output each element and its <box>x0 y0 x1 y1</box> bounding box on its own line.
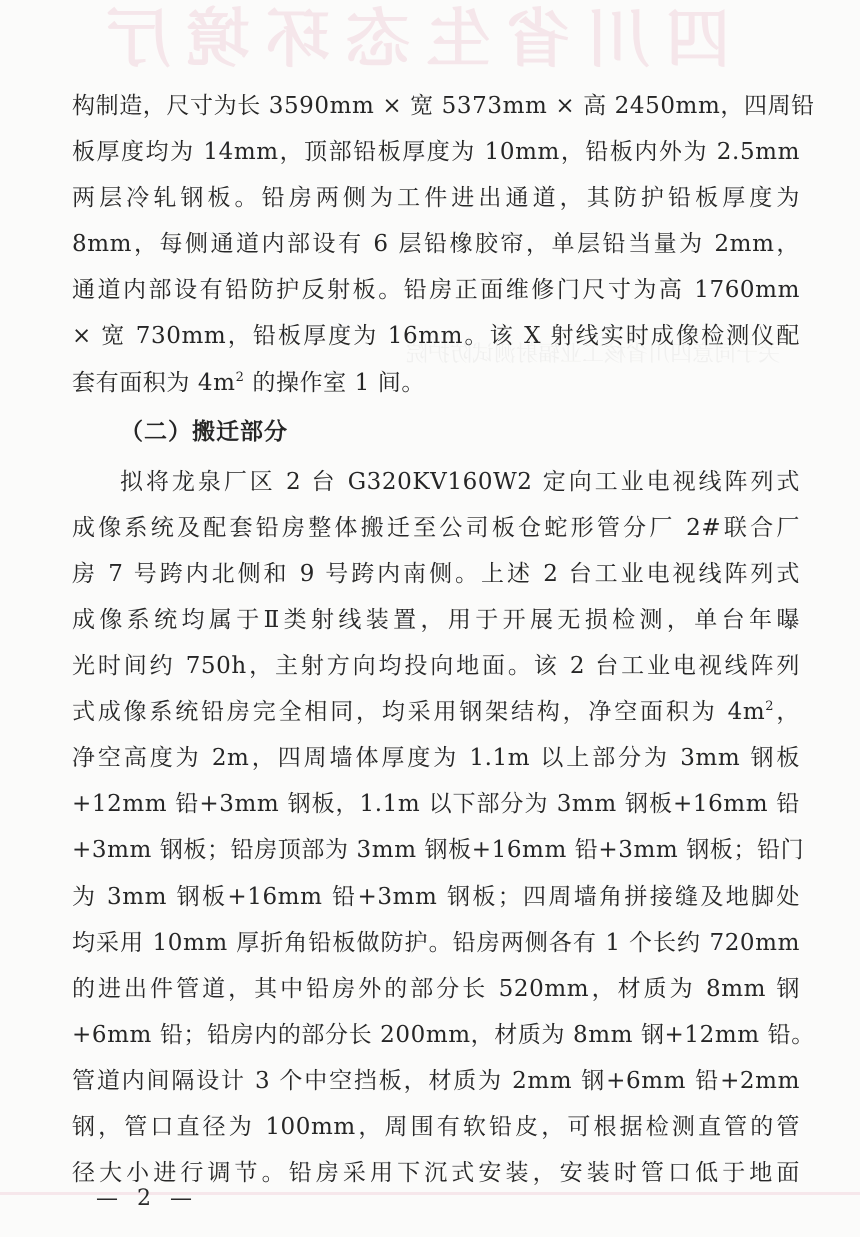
text-line: 拟将龙泉厂区 2 台 G320KV160W2 定向工业电视线阵列式 <box>120 468 800 495</box>
text-line: 钢，管口直径为 100mm，周围有软铅皮，可根据检测直管的管 <box>72 1113 800 1140</box>
text-fragment: ， <box>774 699 800 726</box>
text-line <box>72 360 800 406</box>
section-2-heading: （二）搬迁部分 <box>120 418 288 445</box>
text-line: 通道内部设有铅防护反射板。铅房正面维修门尺寸为高 1760mm <box>72 277 800 304</box>
text-line: × 宽 730mm，铅板厚度为 16mm。该 X 射线实时成像检测仪配 <box>72 323 800 350</box>
page-number: — 2 — <box>96 1186 198 1211</box>
superscript: 2 <box>765 699 775 715</box>
text-line: +3mm 钢板；铅房顶部为 3mm 钢板+16mm 铅+3mm 钢板；铅门 <box>72 837 805 864</box>
text-fragment: 式成像系统铅房完全相同，均采用钢架结构，净空面积为 4m <box>72 699 766 726</box>
section-2-paragraph <box>72 459 815 1197</box>
text-line <box>72 689 800 735</box>
text-line: 两层冷轧钢板。铅房两侧为工件进出通道，其防护铅板厚度为 <box>72 185 800 212</box>
text-line: 净空高度为 2m，四周墙体厚度为 1.1m 以上部分为 3mm 钢板 <box>72 745 800 772</box>
text-line: +6mm 铅；铅房内的部分长 200mm，材质为 8mm 钢+12mm 铅。 <box>72 1021 815 1048</box>
text-fragment: 套有面积为 4m <box>72 369 236 396</box>
text-line: 成像系统及配套铅房整体搬迁至公司板仓蛇形管分厂 2#联合厂 <box>72 514 800 541</box>
text-line: 房 7 号跨内北侧和 9 号跨内南侧。上述 2 台工业电视线阵列式 <box>72 560 800 587</box>
text-fragment: 的操作室 1 间。 <box>244 369 426 396</box>
superscript: 2 <box>235 369 245 385</box>
text-line: 为 3mm 钢板+16mm 铅+3mm 钢板；四周墙角拼接缝及地脚处 <box>72 883 800 910</box>
text-line: 径大小进行调节。铅房采用下沉式安装，安装时管口低于地面 <box>72 1160 800 1187</box>
text-line: 8mm，每侧通道内部设有 6 层铅橡胶帘，单层铅当量为 2mm， <box>72 231 800 258</box>
document-page <box>72 83 815 1196</box>
section-1-paragraph <box>72 83 815 406</box>
text-line: +12mm 铅+3mm 钢板，1.1m 以下部分为 3mm 钢板+16mm 铅 <box>72 791 800 818</box>
text-line: 构制造，尺寸为长 3590mm × 宽 5373mm × 高 2450mm，四周铅 <box>72 93 815 119</box>
text-line: 均采用 10mm 厚折角铅板做防护。铅房两侧各有 1 个长约 720mm <box>72 929 800 956</box>
text-line: 光时间约 750h，主射方向均投向地面。该 2 台工业电视线阵列 <box>72 653 800 680</box>
text-line: 成像系统均属于Ⅱ类射线装置，用于开展无损检测，单台年曝 <box>72 606 800 633</box>
reverse-side-bleed-through: 四川省生态环境厅 <box>90 3 730 77</box>
text-line: 的进出件管道，其中铅房外的部分长 520mm，材质为 8mm 钢 <box>72 975 800 1002</box>
reverse-side-bleed-through-mid: 关于同意四川省核工业辐射测试防护院 <box>405 342 780 367</box>
text-line: 板厚度均为 14mm，顶部铅板厚度为 10mm，铅板内外为 2.5mm <box>72 139 800 166</box>
text-line: 管道内间隔设计 3 个中空挡板，材质为 2mm 钢+6mm 铅+2mm <box>72 1067 800 1094</box>
